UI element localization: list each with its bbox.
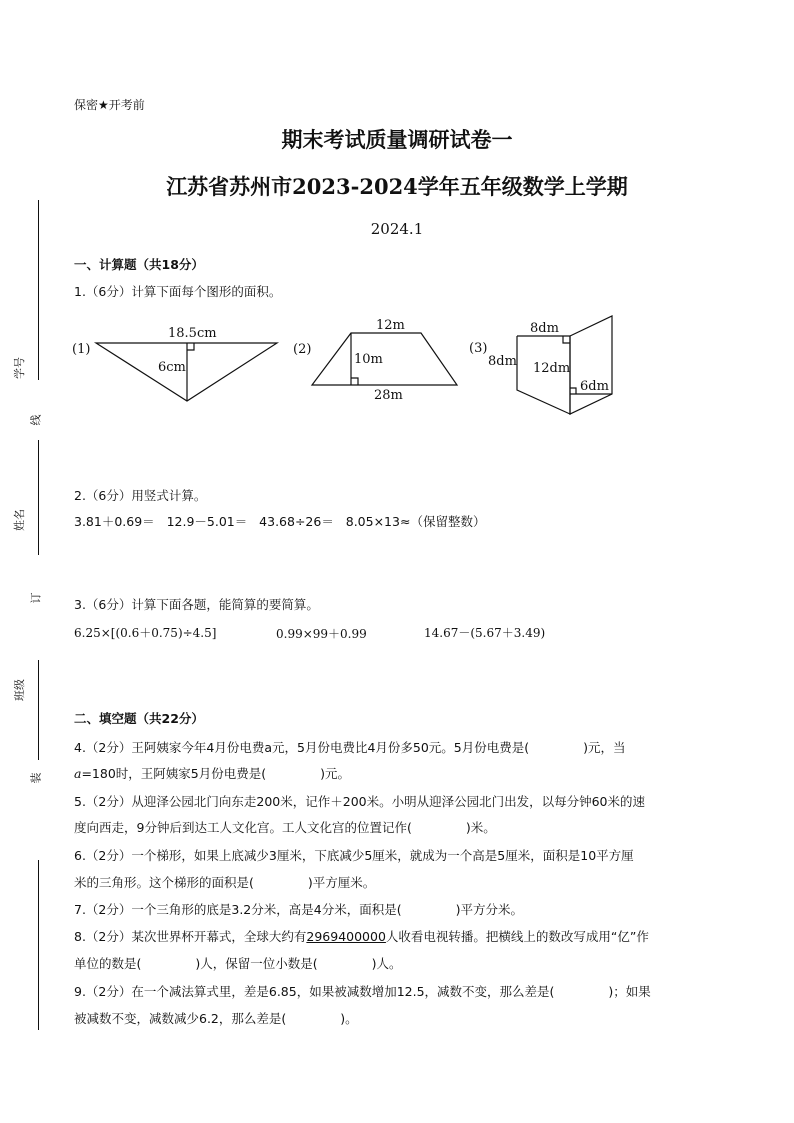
- q7-part-b: )平方分米。: [455, 902, 523, 917]
- q1-text: 1.（6分）计算下面每个图形的面积。: [74, 284, 282, 299]
- q3-expr1: 6.25×[(0.6＋0.75)÷4.5]: [74, 626, 217, 640]
- q3-expr2: 0.99×99＋0.99: [276, 627, 367, 641]
- fig1-base: 18.5cm: [168, 326, 217, 341]
- section1-heading: 一、计算题（共18分）: [74, 257, 204, 272]
- fig2-label: (2): [293, 342, 312, 357]
- q7-part-a: 7.（2分）一个三角形的底是3.2分米，高是4分米，面积是(: [74, 902, 402, 917]
- fig2-height: 10m: [354, 352, 383, 367]
- q5-line2: [74, 818, 496, 836]
- q9-part-c: 被减数不变，减数减少6.2，那么差是(: [74, 1011, 287, 1026]
- q8-number: 2969400000: [306, 929, 386, 944]
- q5-part-b: 度向西走，9分钟后到达工人文化宫。工人文化宫的位置记作(: [74, 820, 412, 835]
- q3-expr3: 14.67－(5.67＋3.49): [424, 626, 546, 640]
- fig3-side: 8dm: [488, 354, 517, 369]
- q4-part-d: )元。: [320, 766, 351, 781]
- q6-part-c: )平方厘米。: [307, 875, 376, 890]
- q4-line2: [74, 764, 350, 782]
- fig3-top: 8dm: [530, 321, 559, 336]
- fig3-height: 12dm: [533, 361, 571, 376]
- confidential-label: 保密★开考前: [74, 98, 145, 112]
- fig1-height: 6cm: [158, 360, 186, 375]
- q3-text: 3.（6分）计算下面各题，能简算的要简算。: [74, 597, 319, 612]
- q7-line: [74, 900, 523, 918]
- q4-line1: [74, 738, 626, 756]
- fig3-label: (3): [469, 341, 488, 356]
- section2-heading: 二、填空题（共22分）: [74, 711, 204, 726]
- q8-line1: [74, 927, 649, 945]
- q8-line2: [74, 954, 402, 972]
- q8-part-a: 8.（2分）某次世界杯开幕式，全球大约有: [74, 929, 307, 944]
- student-no-label: 学号: [13, 357, 26, 379]
- q8-part-d: )人，保留一位小数是(: [195, 956, 318, 971]
- q6-part-b: 米的三角形。这个梯形的面积是(: [74, 875, 254, 890]
- ding-label: 订: [29, 592, 43, 604]
- q5-line1: 5.（2分）从迎泽公园北门向东走200米，记作＋200米。小明从迎泽公园北门出发，以每分钟60米的速: [74, 794, 646, 809]
- fig2-bottom: 28m: [374, 388, 403, 403]
- q4-part-a: 4.（2分）王阿姨家今年4月份电费a元，5月份电费比4月份多50元。5月份电费是(: [74, 740, 530, 755]
- zhuang-label: 装: [29, 772, 43, 784]
- name-label: 姓名: [13, 509, 26, 531]
- fig3-small: 6dm: [580, 379, 609, 394]
- q2-text: 2.（6分）用竖式计算。: [74, 488, 207, 503]
- q9-part-d: )。: [340, 1011, 358, 1026]
- line-label: 线: [29, 414, 43, 426]
- q6-line2: [74, 873, 375, 891]
- q9-part-b: )；如果: [608, 984, 651, 999]
- page-title: 期末考试质量调研试卷一: [281, 127, 513, 152]
- fig1-label: (1): [72, 342, 91, 357]
- q9-part-a: 9.（2分）在一个减法算式里，差是6.85，如果被减数增加12.5，减数不变，那么差是(: [74, 984, 555, 999]
- q9-line2: [74, 1009, 358, 1027]
- q8-part-b: 人收看电视转播。把横线上的数改写成用“亿”作: [385, 929, 649, 944]
- class-label: 班级: [13, 679, 26, 701]
- page-subtitle: 江苏省苏州市2023-2024学年五年级数学上学期: [166, 174, 628, 199]
- q4-part-c: =180时，王阿姨家5月份电费是(: [81, 766, 267, 781]
- q8-part-c: 单位的数是(: [74, 956, 142, 971]
- fig2-top: 12m: [376, 318, 405, 333]
- exam-date: 2024.1: [370, 220, 424, 238]
- q4-variable: a: [74, 766, 82, 781]
- q4-part-b: )元，当: [583, 740, 626, 755]
- trapezoid-shape: [312, 333, 457, 385]
- q2-items: 3.81＋0.69＝ 12.9－5.01＝ 43.68÷26＝ 8.05×13≈（保留整数）: [74, 514, 486, 529]
- q9-line1: [74, 982, 651, 1000]
- q8-part-e: )人。: [371, 956, 402, 971]
- q6-line1: 6.（2分）一个梯形，如果上底减少3厘米，下底减少5厘米，就成为一个高是5厘米，面积是10平方厘: [74, 848, 634, 863]
- q5-part-c: )米。: [465, 820, 496, 835]
